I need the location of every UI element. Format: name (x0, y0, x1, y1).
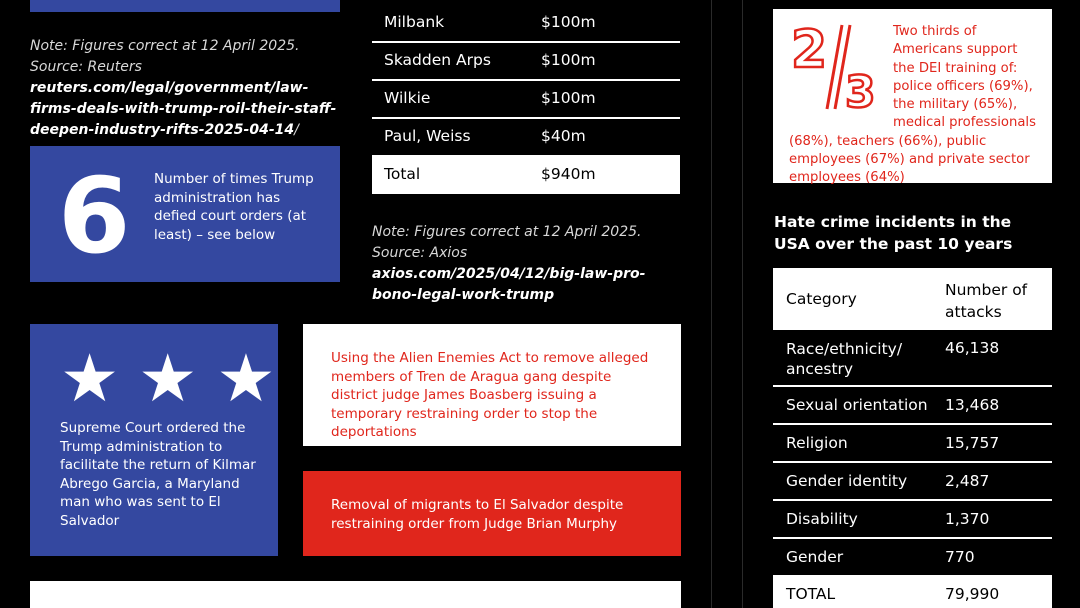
note-link[interactable]: axios.com/2025/04/12/big-law-pro-bono-legal-work-trump (372, 266, 646, 303)
fraction-denominator: 3 (845, 67, 876, 113)
star-icon: ★ (216, 340, 276, 417)
row-count: 770 (945, 548, 975, 566)
table-row (773, 387, 1052, 425)
firm-amount: $100m (541, 51, 596, 69)
star-icon: ★ (138, 340, 198, 417)
total-label: Total (384, 165, 421, 183)
header-category: Category (786, 290, 857, 308)
total-count: 79,990 (945, 585, 1000, 603)
row-count: 2,487 (945, 472, 990, 490)
firm-name: Milbank (384, 13, 445, 31)
source-note-reuters (30, 36, 340, 141)
star-icon: ★ (60, 340, 120, 417)
source-note-axios (372, 222, 672, 306)
defiance-box-el-salvador (303, 471, 681, 556)
table-row (372, 118, 680, 157)
table-total-row (372, 156, 680, 194)
stars-row (60, 340, 276, 417)
hate-crime-title: Hate crime incidents in the USA over the past 10 years (774, 213, 1013, 253)
row-count: 13,468 (945, 396, 1000, 414)
stat-description: Number of times Trump administration has defied court orders (at least) – see below (154, 171, 314, 243)
firm-amount: $100m (541, 13, 596, 31)
bottom-white-panel (30, 581, 681, 608)
total-label: TOTAL (786, 585, 836, 603)
defiance-text: Removal of migrants to El Salvador despite restraining order from Judge Brian Murphy (331, 497, 624, 532)
supreme-court-box (30, 324, 278, 556)
table-row (773, 330, 1052, 387)
table-row (773, 539, 1052, 574)
stat-number: 6 (58, 155, 131, 277)
column-divider (742, 0, 743, 608)
firm-name: Wilkie (384, 89, 431, 107)
note-suffix: / (294, 122, 299, 138)
fraction-numerator: 2 (791, 21, 828, 80)
note-link[interactable]: reuters.com/legal/government/law-firms-deals-with-trump-roil-their-staff-deepen-industry-rifts-2025-04-14 (30, 80, 337, 138)
fraction-spacer (789, 23, 893, 115)
table-row (773, 425, 1052, 463)
note-text: Note: Figures correct at 12 April 2025. Source: Axios (372, 224, 642, 261)
row-category: Disability (786, 510, 858, 528)
column-divider (711, 0, 712, 608)
dei-support-box (773, 9, 1052, 186)
note-text: Note: Figures correct at 12 April 2025. Source: Reuters (30, 38, 300, 75)
dei-description: Two thirds of Americans support the DEI training of: police officers (69%), the military (65%), medical professionals (68%), teachers (66%), public employees (67%) and private sector employees (64%) (789, 24, 1036, 186)
table-row (773, 463, 1052, 501)
row-count: 46,138 (945, 339, 1000, 357)
table-total-row (773, 575, 1052, 608)
defiance-text: Using the Alien Enemies Act to remove alleged members of Tren de Aragua gang despite district judge James Boasberg issuing a temporary restraining order to stop the deportations (331, 350, 649, 440)
firm-name: Skadden Arps (384, 51, 491, 69)
row-category: Gender (786, 548, 844, 566)
table-row (773, 501, 1052, 539)
total-amount: $940m (541, 165, 596, 183)
table-row (372, 4, 680, 43)
row-count: 1,370 (945, 510, 990, 528)
supreme-court-text: Supreme Court ordered the Trump administration to facilitate the return of Kilmar Abrego Garcia, a Maryland man who was sent to El Salvador (60, 420, 256, 529)
dei-text (789, 23, 1041, 188)
row-count: 15,757 (945, 434, 1000, 452)
row-category: Religion (786, 434, 848, 452)
top-blue-panel (30, 0, 340, 12)
firm-name: Paul, Weiss (384, 127, 471, 145)
table-row (372, 80, 680, 119)
row-category: Gender identity (786, 472, 908, 490)
table-header (773, 268, 1052, 330)
defiance-box-alien-enemies (303, 324, 681, 446)
firm-amount: $40m (541, 127, 586, 145)
table-row (372, 42, 680, 81)
row-category: Race/ethnicity/ ancestry (786, 340, 903, 378)
row-category: Sexual orientation (786, 396, 928, 414)
firm-amount: $100m (541, 89, 596, 107)
header-attacks: Number of attacks (945, 281, 1028, 321)
defied-orders-stat-box (30, 146, 340, 282)
